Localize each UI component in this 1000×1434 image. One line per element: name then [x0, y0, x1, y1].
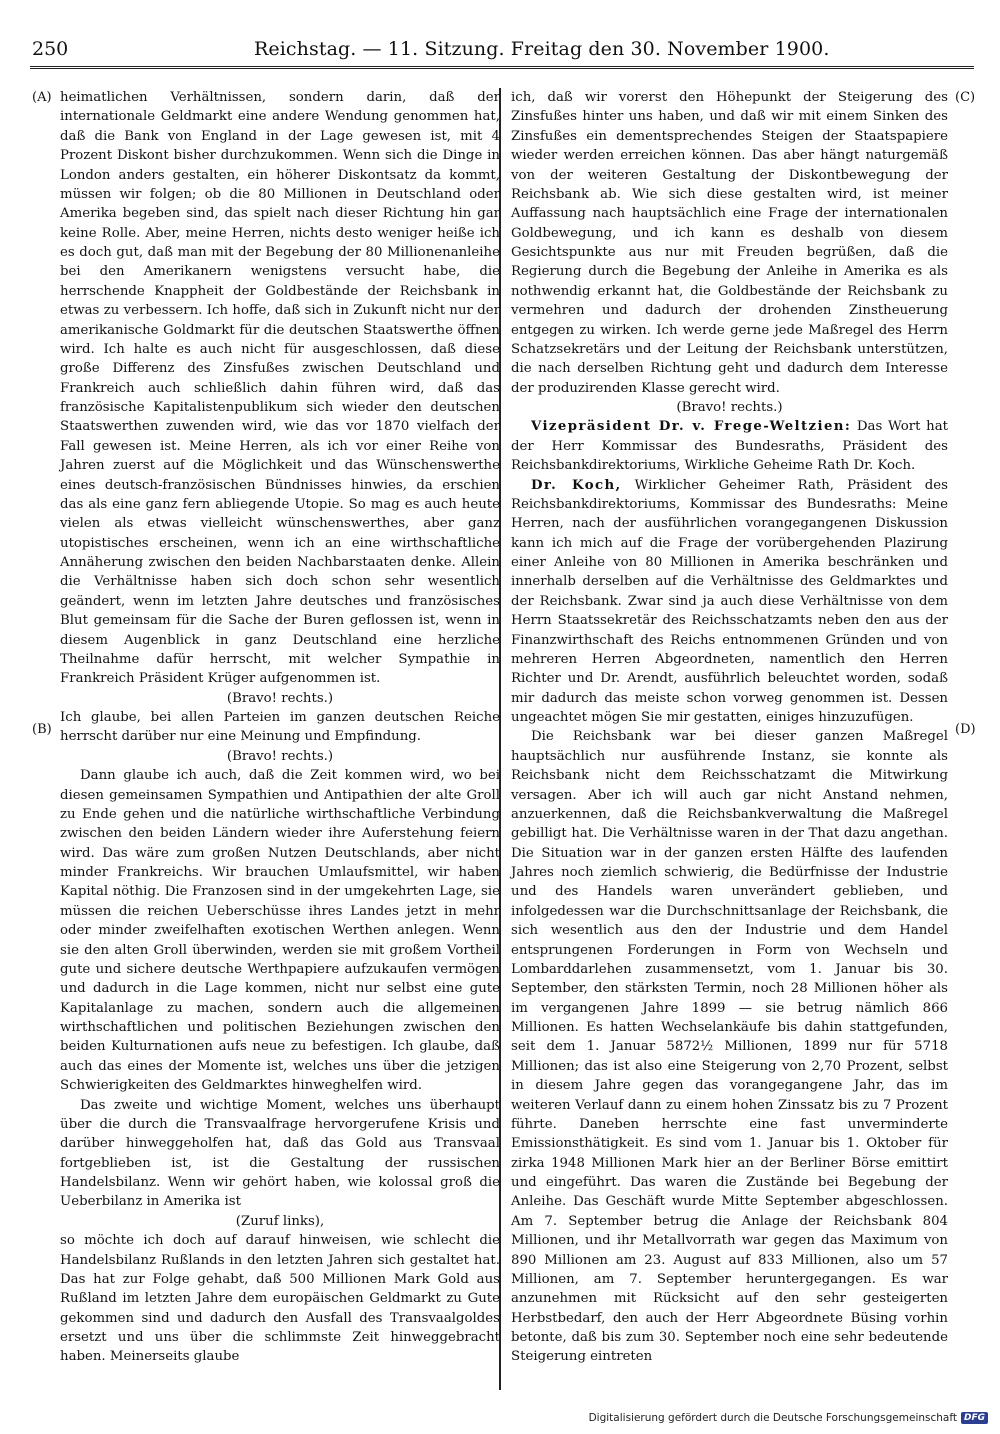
header-title: Reichstag. — 11. Sitzung. Freitag den 30. November 1900.	[254, 38, 830, 60]
digitization-footer	[589, 1412, 988, 1424]
speech-text: Das Wort hat der Herr Kommissar des Bundesraths, Präsident des Reichsbankdirektoriums, Wirkliche Geheime Rath Dr. Koch.	[511, 419, 948, 474]
speaker-name: Vizepräsident Dr. v. Frege-Weltzien:	[531, 419, 852, 435]
page-number: 250	[32, 38, 69, 60]
footer-text: Digitalisierung gefördert durch die Deutsche Forschungsgemeinschaft	[588, 1412, 957, 1424]
right-column	[511, 88, 948, 1367]
header-rule-double	[30, 68, 974, 69]
interjection: (Bravo! rechts.)	[226, 690, 334, 706]
interjection: (Zuruf links),	[235, 1213, 325, 1229]
interjection: (Bravo! rechts.)	[226, 748, 334, 764]
speaker-name: Dr. Koch,	[531, 477, 622, 493]
speaker-paragraph	[511, 476, 948, 728]
paragraph: so möchte ich doch auf darauf hinweisen, wie schlecht die Handelsbilanz Rußlands in den letzten Jahren sich gestaltet hat. Das hat zur Folge gehabt, daß 500 Millionen Mark Gold aus Rußland im letzten Jahre dem europäischen Geldmarkt zu Gute gekommen sind und dadurch den Ausfall des Transvaalgoldes ersetzt und uns über die schlimmste Zeit hinweggebracht haben. Meinerseits glaube	[60, 1233, 500, 1365]
dfg-logo: DFG	[961, 1412, 988, 1424]
speech-text: Wirklicher Geheimer Rath, Präsident des Reichsbankdirektoriums, Kommissar des Bundesraths: Meine Herren, nach der ausführlichen vorangegangenen Diskussion kann ich mich auf die Frage der vorübergehenden Plazirung einer Anleihe von 80 Millionen in Amerika beschränken und innerhalb derselben auf die Verhältnisse des Geldmarktes und der Reichsbank. Zwar sind ja auch diese Verhältnisse von dem Herrn Staatssekretär des Reichsschatzamts neben den aus der Finanzwirthschaft des Reichs entnommenen Gründen und von mehreren Herren Abgeordneten, namentlich den Herren Richter und Dr. Arendt, ausführlich beleuchtet worden, sodaß mir dadurch das meiste schon vorweg genommen ist. Dessen ungeachtet mögen Sie mir gestatten, einiges hinzuzufügen.	[511, 477, 948, 725]
margin-label-a: (A)	[32, 90, 52, 105]
paragraph: Das zweite und wichtige Moment, welches uns überhaupt über die durch die Transvaalfrage hervorgerufene Krisis und darüber hinweggeholfen hat, daß das Gold aus Transvaal fortgeblieben ist, ist die Gestaltung der russischen Handelsbilanz. Wenn wir gehört haben, wie kolossal groß die Ueberbilanz in Amerika ist	[60, 1097, 500, 1210]
paragraph: Ich glaube, bei allen Parteien im ganzen deutschen Reiche herrscht darüber nur eine Meinung und Empfindung.	[60, 710, 500, 745]
speaker-paragraph	[511, 417, 948, 475]
header-rule	[30, 66, 974, 67]
paragraph: ich, daß wir vorerst den Höhepunkt der Steigerung des Zinsfußes hinter uns haben, und daß wir mit einem Sinken des Zinsfußes ein dementsprechendes Steigen der Staatspapiere wieder werden erreichen können. Das aber hängt naturgemäß von der weiteren Gestaltung der Diskontbewegung der Reichsbank ab. Wie sich diese gestalten wird, ist meiner Auffassung nach hauptsächlich eine Frage der internationalen Goldbewegung, und ich kann es deshalb von diesem Gesichtspunkte aus nur mit Freuden begrüßen, daß die Regierung durch die Begebung der Anleihe in Amerika es als nothwendig erkannt hat, die Goldbestände der Reichsbank zu vermehren und dadurch der drohenden Zinstheuerung entgegen zu wirken. Ich werde gerne jede Maßregel des Herrn Schatzsekretärs und der Leitung der Reichsbank unterstützen, die nach derselben Richtung geht und dadurch dem Interesse der produzirenden Klasse gerecht wird.	[511, 90, 948, 396]
paragraph: heimatlichen Verhältnissen, sondern darin, daß der internationale Geldmarkt eine andere Wendung genommen hat, daß die Bank von England in der Lage gewesen ist, mit 4 Prozent Diskont bisher durchzukommen. Wenn sich die Dinge in London anders gestalten, ein höherer Diskontsatz da kommt, müssen wir folgen; ob die 80 Millionen in Deutschland oder Amerika begeben sind, das spielt nach dieser Richtung hin gar keine Rolle. Aber, meine Herren, nichts desto weniger heiße ich es doch gut, daß man mit der Begebung der 80 Millionenanleihe bei den Amerikanern wenigstens versucht habe, die herrschende Knappheit der Goldbestände der Reichsbank in etwas zu verbessern. Ich hoffe, daß sich in Zukunft nicht nur der amerikanische Goldmarkt für die deutschen Staatswerthe öffnen wird. Ich halte es auch nicht für ausgeschlossen, daß diese große Differenz des Zinsfußes zwischen Deutschland und Frankreich auch schließlich dahin führen wird, daß das französische Kapitalistenpublikum sich wieder den deutschen Staatswerthen zuwenden wird, wie das vor 1870 vielfach der Fall gewesen ist. Meine Herren, als ich vor einer Reihe von Jahren zuerst auf die Möglichkeit und das Wünschenswerthe eines deutsch-französischen Bündnisses hinwies, da erschien das als eine ganz fern abliegende Utopie. So mag es auch heute vielen als etwas vielleicht wünschenswerthes, aber ganz utopistisches erscheinen, wenn ich an eine wirthschaftliche Annäherung zwischen den beiden Nachbarstaaten denke. Allein die Verhältnisse haben sich doch schon sehr wesentlich geändert, wenn im letzten Jahre deutsches und französisches Blut gemeinsam für die Sache der Buren geflossen ist, wenn in diesem Augenblick in ganz Deutschland eine herzliche Theilnahme dafür herrscht, mit welcher Sympathie in Frankreich Präsident Krüger aufgenommen ist.	[60, 90, 500, 687]
margin-label-d: (D)	[955, 722, 976, 737]
paragraph: Die Reichsbank war bei dieser ganzen Maßregel hauptsächlich nur ausführende Instanz, sie konnte als Reichsbank nicht dem Reichsschatzamt die Mitwirkung versagen. Aber ich will auch gar nicht Anstand nehmen, anzuerkennen, daß die Reichsbankverwaltung die Maßregel gebilligt hat. Die Verhältnisse waren in der That dazu angethan. Die Situation war in der ganzen ersten Hälfte des laufenden Jahres noch ziemlich schwierig, die Bedürfnisse der Industrie und des Handels waren unverändert geblieben, und infolgedessen war die Durchschnittsanlage der Reichsbank, die sich wesentlich aus den der Industrie und dem Handel entsprungenen Forderungen in Form von Wechseln und Lombarddarlehen zusammensetzt, vom 1. Januar bis 30. September, den stärksten Termin, noch 28 Millionen höher als im vergangenen Jahre 1899 — sie betrug nämlich 866 Millionen. Es hatten Wechselankäufe bis dahin stattgefunden, seit dem 1. Januar 5872½ Millionen, 1899 nur für 5718 Millionen; das ist also eine Steigerung von 2,70 Prozent, selbst in diesem Jahre gegen das vorangegangene Jahr, das im weiteren Verlauf dann zu einem hohen Zinssatz bis zu 7 Prozent führte. Daneben herrschte eine fast unverminderte Emissionsthätigkeit. Es sind vom 1. Januar bis 1. Oktober für zirka 1948 Millionen Mark hier an der Berliner Börse emittirt und eingeführt. Das waren die Zustände bei Begebung der Anleihe. Das Geschäft wurde Mitte September abgeschlossen. Am 7. September betrug die Anlage der Reichsbank 804 Millionen, und ihr Metallvorrath war gegen das Maximum von 890 Millionen am 23. August auf 833 Millionen, also um 57 Millionen, am 7. September heruntergegangen. Es war anzunehmen mit Rücksicht auf den sehr gesteigerten Herbstbedarf, den auch der Herr Abgeordnete Büsing vorhin betonte, daß bis zum 30. September noch eine sehr bedeutende Steigerung eintreten	[511, 729, 948, 1365]
paragraph: Dann glaube ich auch, daß die Zeit kommen wird, wo bei diesen gemeinsamen Sympathien und Antipathien der alte Groll zu Ende gehen und die natürliche wirthschaftliche Verbindung zwischen den beiden Ländern wieder ihre Auferstehung feiern wird. Das wäre zum großen Nutzen Deutschlands, aber nicht minder Frankreichs. Wir brauchen Umlaufsmittel, wir haben Kapital nöthig. Die Franzosen sind in der umgekehrten Lage, sie müssen die reichen Ueberschüsse ihres Landes jetzt in mehr oder minder zweifelhaften exotischen Werthen anlegen. Wenn sie den alten Groll überwinden, werden sie mit großem Vortheil gute und sichere deutsche Werthpapiere aufzukaufen vermögen und dadurch in die Lage kommen, nicht nur selbst eine gute Kapitalanlage zu machen, sondern auch die allgemeinen wirthschaftlichen und politischen Beziehungen zwischen den beiden Kulturnationen aufs neue zu befestigen. Ich glaube, daß auch das eines der Momente ist, welches uns über die jetzigen Schwierigkeiten des Geldmarktes hinweghelfen wird.	[60, 768, 500, 1094]
left-column	[60, 88, 500, 1367]
margin-label-b: (B)	[32, 722, 52, 737]
margin-label-c: (C)	[955, 90, 976, 105]
interjection: (Bravo! rechts.)	[676, 400, 783, 415]
